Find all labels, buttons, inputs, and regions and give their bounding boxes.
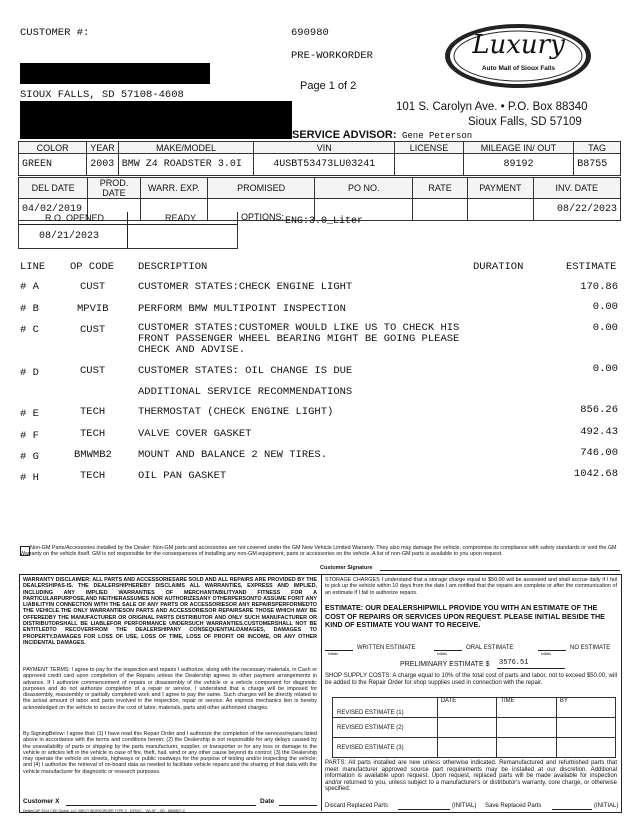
ro-opened-box: [18, 212, 238, 249]
lines-header-op: OP CODE: [70, 261, 115, 273]
line-number: # A: [20, 281, 39, 293]
line-op-code: TECH: [80, 406, 106, 418]
shop-supply-costs: SHOP SUPPLY COSTS: A charge equal to 10% of the total cost of parts and labor, not to exceed $50.00, will be added to the Repair Order for shop supplies used in connection with the repair.: [325, 673, 617, 686]
line-op-code: TECH: [80, 470, 106, 482]
del-date-value: 04/02/2019: [19, 199, 88, 221]
customer-city: SIOUX FALLS, SD 57108-4608: [20, 89, 184, 101]
line-description: OIL PAN GASKET: [138, 470, 227, 482]
date-column-header: DATE: [437, 698, 497, 718]
line-estimate: 1042.68: [573, 468, 618, 480]
col-vin-header: VIN: [254, 142, 395, 154]
customer-label: CUSTOMER #:: [20, 27, 90, 39]
options-label: OPTIONS:: [241, 212, 285, 222]
warr-exp-header: WARR. EXP.: [140, 178, 207, 199]
line-description: CHECK AND ADVISE.: [138, 344, 246, 356]
service-advisor-name: Gene Peterson: [402, 131, 473, 141]
preliminary-estimate-label: PRELIMINARY ESTIMATE $: [400, 661, 490, 668]
line-number: # C: [20, 324, 39, 336]
line-op-code: TECH: [80, 428, 106, 440]
ro-number: 690980: [291, 27, 329, 39]
col-make-header: MAKE/MODEL: [118, 142, 253, 154]
revised-estimate-3: REVISED ESTIMATE (3): [333, 738, 438, 758]
dealer-address-1: 101 S. Carolyn Ave. • P.O. Box 88340: [396, 101, 588, 113]
rate-header: RATE: [412, 178, 467, 199]
line-estimate: 0.00: [592, 301, 618, 313]
warranty-disclaimer: WARRANTY DISCLAIMER: ALL PARTS AND ACCESSORIESARE SOLD AND ALL REPAIRS ARE PROVIDED BY THE DEALERSHIPAS-IS. THE DEALERSHIPHEREBY DISCLAIMS ALL WARRANTIES, EXPRESS AND IMPLIED, INCLUDING ANY IMPLIED WARRANTIES OF MERCHANTABILITYAND FITNESS FOR A PARTICULARPURPOSE,AND NEITHERASSUMES NOR AUTHORIZESANY OTHERPERSONTO ASSUME FORIT ANY LIABILITYIN CONNECTION WITH THE SALE OF ANY PARTS OR ACCESSORIESOR ANY REPAIRSPERFORMEDTO THE VEHICLE.THE ONLY WARRANTIESON PARTS AND ACCESSORIESOR REPAIRSARE THOSE WHICH MAY BE OFFEREDBY THE MANUFACTURER OR ORIGINAL PARTS DISTRIBUTOR AND ONLY SUCH MANUFACTURER OR DISTRIBUTORSHALL BE LIABLEFOR PERFORMANCE UNDERSUCH WARRANTIES.CUSTOMERSHALL NOT BE ENTITLEDTO RECOVERFROM THE DEALERSHIPANY CONSEQUENTIALDAMAGES, DAMAGES TO PROPERTY,DAMAGES FOR LOSS OF USE, LOSS OF TIME, LOSS OF PROFIT OR INCOME, OR ANY OTHER INCIDENTAL DAMAGES.: [23, 577, 317, 646]
discard-initial[interactable]: (INITIAL): [452, 803, 477, 809]
ready-label: READY: [165, 213, 197, 223]
preliminary-estimate-value: 3576.51: [499, 659, 529, 667]
payment-header: PAYMENT: [468, 178, 533, 199]
col-tag-header: TAG: [574, 142, 621, 154]
form-footer: DealerCAP 2014 CDK Global, LLC (08/17) WORKORDER TYPE 2 - 10/SVC - "AS-IS" - GD - 8808527-C: [23, 809, 186, 813]
page-indicator: Page 1 of 2: [300, 80, 357, 92]
revised-estimate-2: REVISED ESTIMATE (2): [333, 718, 438, 738]
vehicle-make-model: BMW Z4 ROADSTER 3.0I: [118, 154, 253, 176]
nongm-notice: Non-GM Parts/Accessories installed by the Dealer: Non-GM parts and accessories are not covered under the GM New Vehicle Limited Warranty. They also may damage the vehicle, compromise its compliance with safety standards or void the GM Warranty on the vehicle itself. GM is not responsible for the consequences of installing any non-GM equipment, parts or accessories on the vehicle. A list of non-GM parts is available to you upon request.: [20, 545, 617, 558]
line-estimate: 492.43: [580, 426, 618, 438]
del-date-header: DEL DATE: [19, 178, 88, 199]
ro-opened-label: R.O. OPENED: [45, 213, 105, 223]
time-column-header: TIME: [497, 698, 557, 718]
discard-parts-label: Discard Replaced Parts: [325, 803, 389, 809]
oral-estimate-option[interactable]: ORAL ESTIMATE: [466, 645, 514, 651]
lines-header-duration: DURATION: [473, 261, 524, 273]
customer-signature-label: Customer Signature: [320, 565, 373, 571]
revised-estimate-1: REVISED ESTIMATE (1): [333, 698, 438, 718]
parts-notice: PARTS: All parts installed are new unless otherwise indicated. Remanufactured and refurbished parts that meet manufacturer approved source part requirements may be installed at our discretion. Additional information is available upon request. Upon request, replaced parts will be made available for inspection and/or returned to you, unless subject to a manufacturer's or distributor's warranty, core charge, or otherwise specified.: [325, 760, 617, 793]
additional-recommendations: ADDITIONAL SERVICE RECOMMENDATIONS: [138, 386, 353, 398]
payment-terms: PAYMENT TERMS: I agree to pay for the inspection and repairs I authorize, along with the necessary materials, in Cash or approved credit card upon completion of the Repairs unless the Dealership agrees to other payment arrangements in advance. If I authorize commencement of repairs or disassembly of the vehicle or a vehicle component for diagnostic purposes and do not authorize completion of a repair or service, I understand that a charge will be imposed for disassembly, reassembly or partially completed work and I agree to pay the same. Such charges will be directly related to the actual amount of labor and parts involved in the inspection, repair or service. An express mechanics lien is hereby acknowledged on the vehicle to secure the cost of labor, materials, parts and other authorized charges.: [23, 667, 317, 711]
line-description: FRONT PASSENGER WHEEL BEARING MIGHT BE GOING PLEASE: [138, 333, 460, 345]
line-estimate: 0.00: [592, 363, 618, 375]
lines-header-estimate: ESTIMATE: [566, 261, 617, 273]
vehicle-table: [18, 141, 621, 176]
vehicle-color: GREEN: [19, 154, 87, 176]
signing-terms: By SigningBelow: I agree that: (1) I have read this Repair Order and I authorize the completion of the services/repairs listed above in accordance with the terms and conditions herein; (2) the Dealership is not responsible for any delays caused by the unavailability of parts or shipping by the parts manufacturer, supplier, or transporter or for any loss or damage to the vehicle or articles left in the vehicle in case of fire, theft, hail, wind or any other cause beyond its control; (3) the Dealership may operate the vehicle on streets, highways or public roadways for the purpose of testing and/or inspecting the vehicle; and (4) I authorize the retrieval of on-board data as needed to facilitate vehicle repairs and the sharing of that data with the vehicle manufacturer for diagnostic or research purposes.: [23, 731, 317, 775]
line-description: PERFORM BMW MULTIPOINT INSPECTION: [138, 303, 346, 315]
line-description: THERMOSTAT (CHECK ENGINE LIGHT): [138, 406, 334, 418]
lines-header-desc: DESCRIPTION: [138, 261, 208, 273]
line-description: VALVE COVER GASKET: [138, 428, 252, 440]
col-license-header: LICENSE: [395, 142, 463, 154]
line-op-code: CUST: [80, 365, 106, 377]
redacted-name: [20, 63, 210, 84]
vehicle-mileage: 89192: [463, 154, 573, 176]
col-color-header: COLOR: [19, 142, 87, 154]
line-op-code: CUST: [80, 281, 106, 293]
logo-subtitle: Auto Mall of Sioux Falls: [481, 65, 556, 72]
customer-x-label: Customer X: [23, 798, 60, 805]
save-parts-label: Save Replaced Parts: [485, 803, 542, 809]
initials-label: Initials: [541, 652, 551, 656]
line-number: # E: [20, 408, 39, 420]
promised-header: PROMISED: [207, 178, 315, 199]
by-column-header: BY: [556, 698, 615, 718]
line-estimate: 856.26: [580, 404, 618, 416]
line-description: CUSTOMER STATES:CHECK ENGINE LIGHT: [138, 281, 353, 293]
line-estimate: 746.00: [580, 447, 618, 459]
options-value: ENG:3.0_Liter: [285, 216, 364, 227]
line-op-code: BMWMB2: [74, 449, 112, 461]
dealer-logo: [443, 22, 593, 90]
col-year-header: YEAR: [87, 142, 119, 154]
inv-date-value: 08/22/2023: [533, 199, 620, 221]
line-description: CUSTOMER STATES:CUSTOMER WOULD LIKE US TO CHECK HIS: [138, 322, 460, 334]
line-op-code: MPVIB: [77, 303, 109, 315]
line-number: # B: [20, 303, 39, 315]
logo-script: Luxury: [472, 30, 565, 60]
col-mileage-header: MILEAGE IN/ OUT: [463, 142, 573, 154]
redacted-address: [20, 101, 292, 139]
initials-label: Initials: [328, 652, 338, 656]
line-description: MOUNT AND BALANCE 2 NEW TIRES.: [138, 449, 328, 461]
storage-charges: STORAGE CHARGES I understand that a storage charge equal to $50.00 will be assessed and shall accrue daily if I fail to pick up the vehicle within 10 days from the date I am notified that the repairs are complete or after the communication of an estimate if I fail to authorize repairs.: [325, 577, 617, 596]
inv-date-header: INV. DATE: [533, 178, 620, 199]
vehicle-year: 2003: [87, 154, 119, 176]
line-number: # D: [20, 367, 39, 379]
vehicle-tag: B8755: [574, 154, 621, 176]
line-number: # H: [20, 472, 39, 484]
line-estimate: 170.86: [580, 281, 618, 293]
vehicle-vin: 4USBT53473LU03241: [254, 154, 395, 176]
date-label: Date: [260, 798, 275, 805]
service-advisor-label: SERVICE ADVISOR:: [292, 129, 397, 141]
line-description: CUSTOMER STATES: OIL CHANGE IS DUE: [138, 365, 353, 377]
initials-label: Initials: [437, 652, 447, 656]
dealer-address-2: Sioux Falls, SD 57109: [468, 116, 582, 128]
line-op-code: CUST: [80, 324, 106, 336]
no-estimate-option[interactable]: NO ESTIMATE: [570, 645, 611, 651]
save-initial[interactable]: (INITIAL): [594, 803, 619, 809]
estimate-notice: ESTIMATE: OUR DEALERSHIPWILL PROVIDE YOU WITH AN ESTIMATE OF THE COST OF REPAIRS OR SERVICES UPON REQUEST. PLEASE INITIAL BESIDE THE KIND OF ESTIMATE YOU WANT TO RECEIVE.: [325, 603, 605, 629]
line-number: # G: [20, 451, 39, 463]
written-estimate-option[interactable]: WRITTEN ESTIMATE: [357, 645, 416, 651]
prod-date-header: PROD. DATE: [88, 178, 140, 199]
line-number: # F: [20, 430, 39, 442]
vehicle-license: [395, 154, 463, 176]
doc-type: PRE-WORKORDER: [291, 50, 373, 62]
po-no-header: PO NO.: [315, 178, 412, 199]
ro-opened-value: 08/21/2023: [39, 231, 100, 242]
line-estimate: 0.00: [592, 322, 618, 334]
revised-estimate-table: [332, 697, 616, 758]
lines-header-line: LINE: [20, 261, 46, 273]
